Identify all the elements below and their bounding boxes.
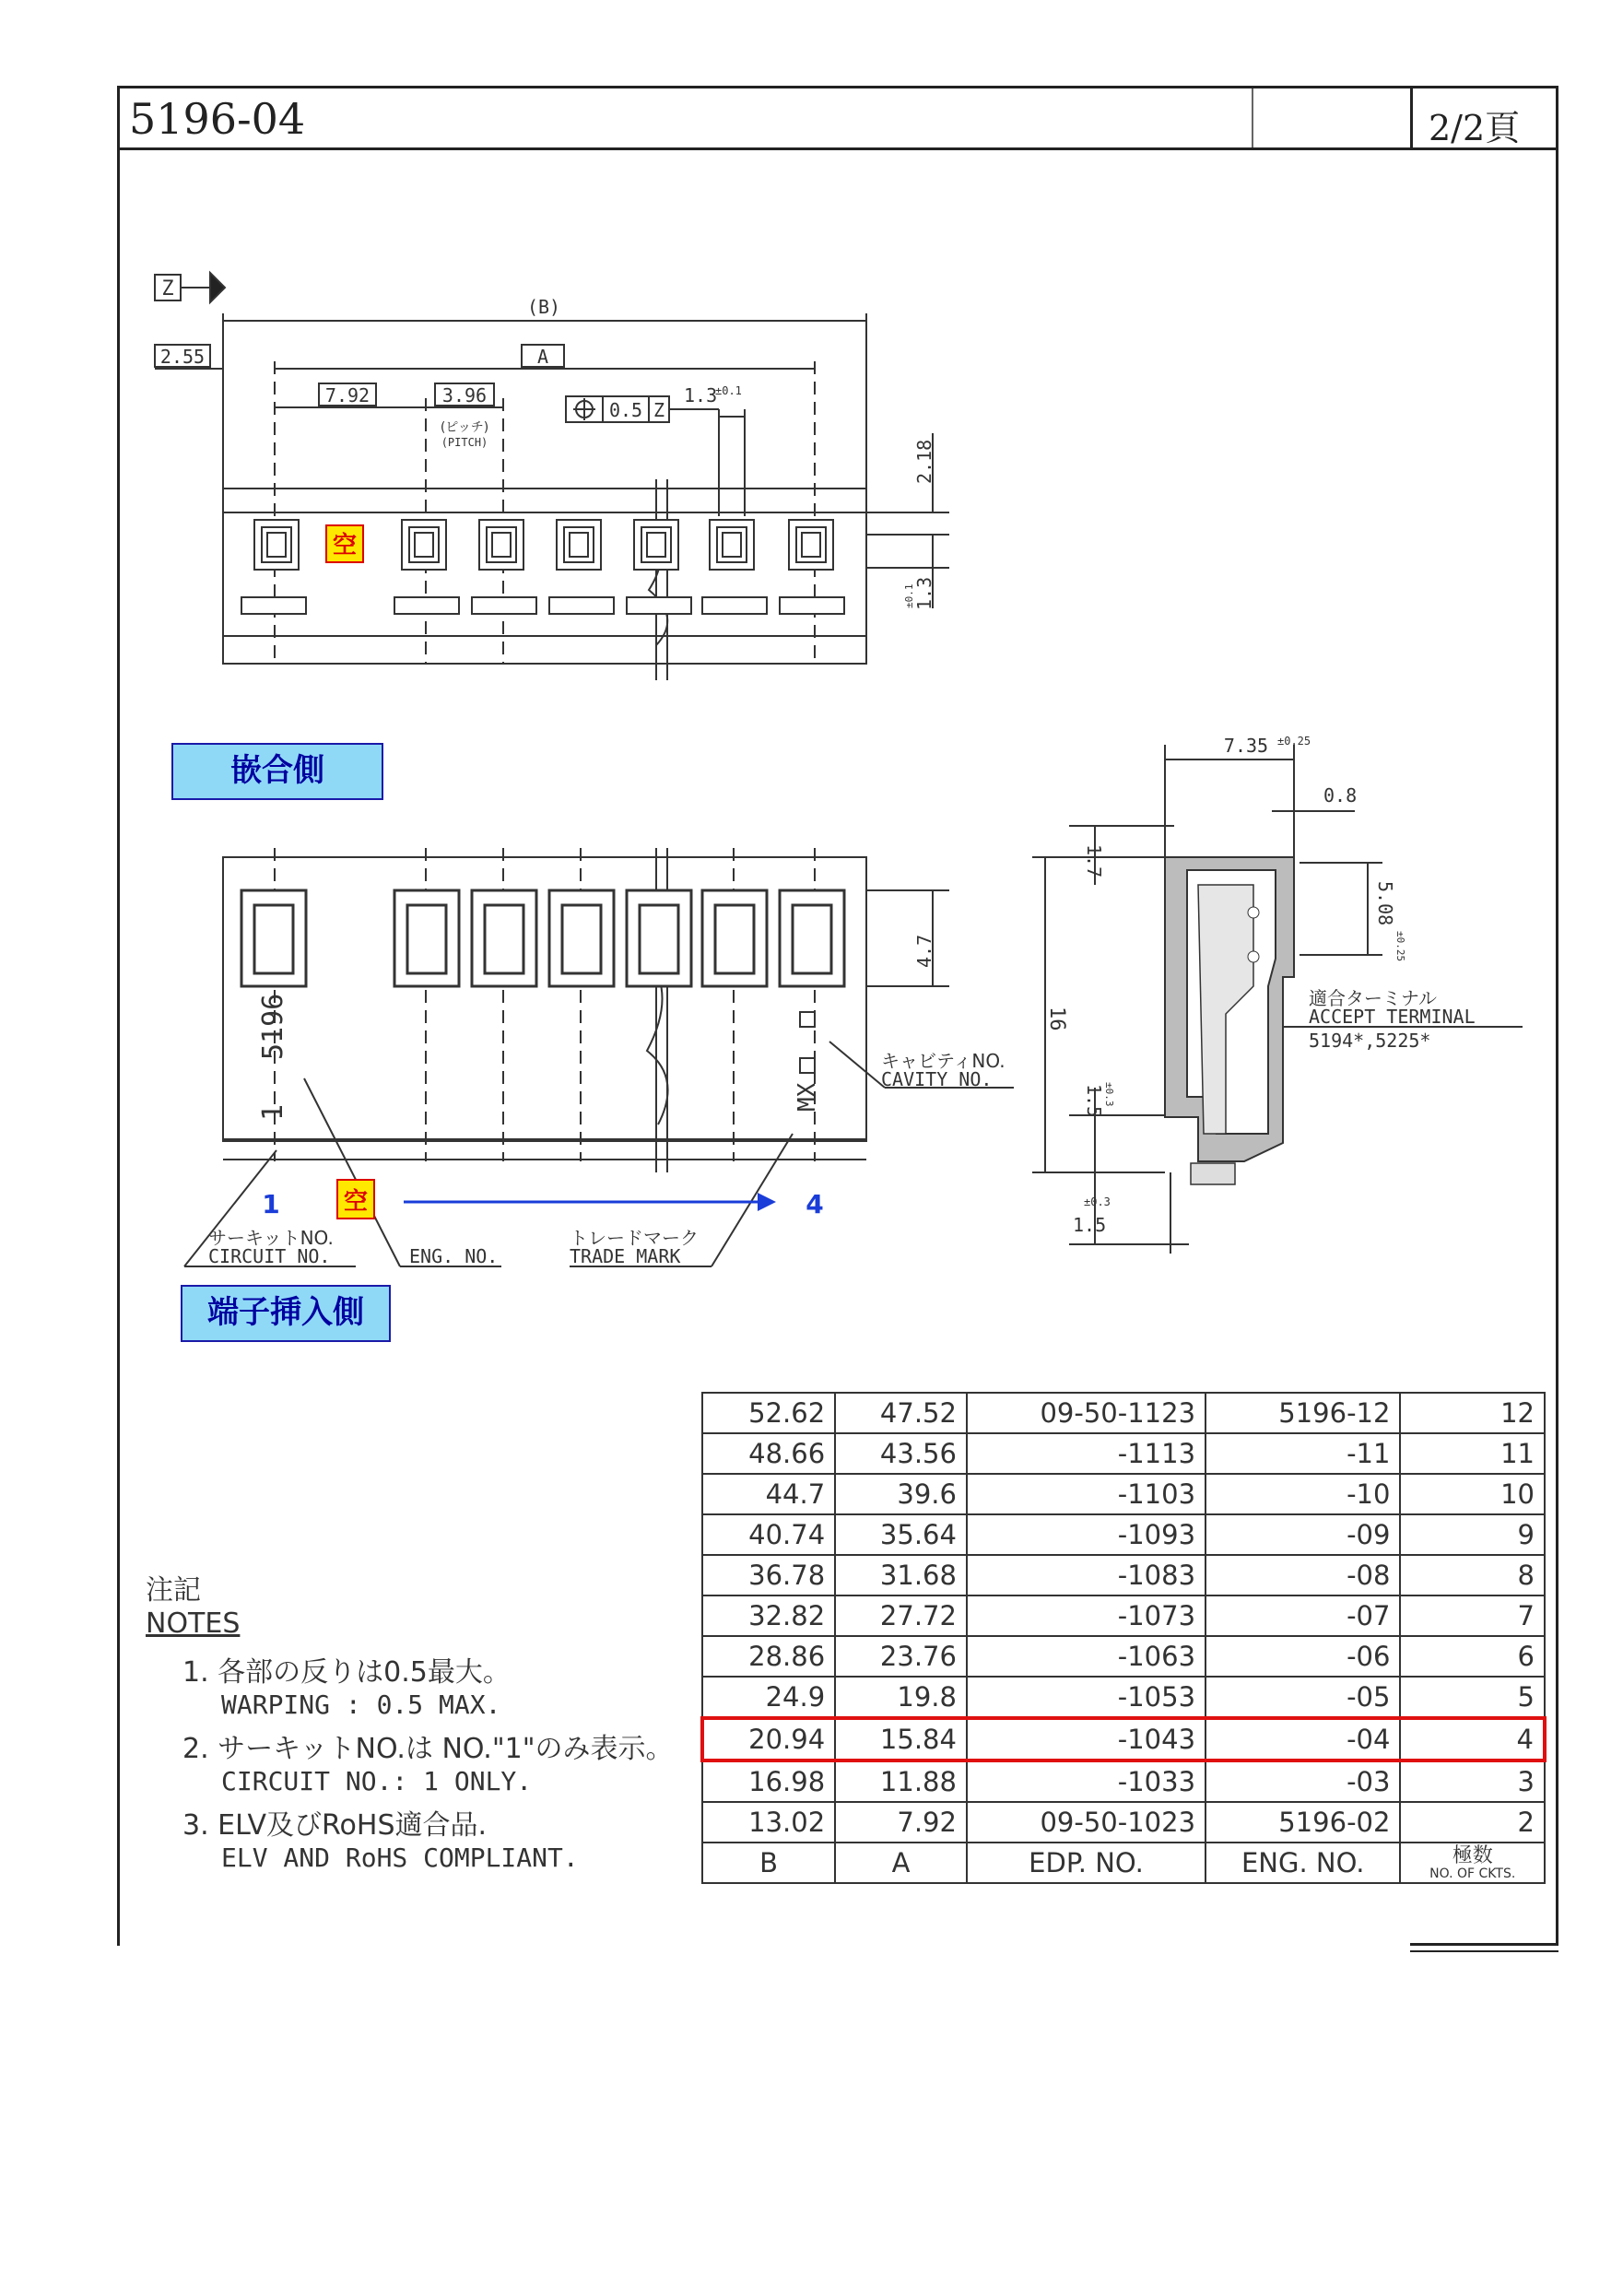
terminal-no: 5194*,5225* — [1309, 1030, 1431, 1052]
table-cell-edp: -1093 — [967, 1514, 1205, 1555]
table-cell-a: 31.68 — [835, 1555, 967, 1595]
bottom-border-mark — [1410, 1943, 1558, 1952]
table-cell-b: 28.86 — [702, 1636, 835, 1677]
table-header-b: B — [702, 1843, 835, 1883]
table-row — [702, 1760, 1545, 1802]
terminal-jp: 適合ターミナル — [1309, 987, 1437, 1009]
table-cell-b: 16.98 — [702, 1760, 835, 1802]
note-3-en: ELV AND RoHS COMPLIANT. — [221, 1843, 579, 1873]
dim-16: 16 — [1045, 1007, 1068, 1031]
table-cell-b: 40.74 — [702, 1514, 835, 1555]
table-cell-b: 13.02 — [702, 1802, 835, 1843]
table-cell-edp: -1063 — [967, 1636, 1205, 1677]
table-cell-a: 43.56 — [835, 1433, 967, 1474]
table-cell-a: 15.84 — [835, 1718, 967, 1760]
table-cell-b: 36.78 — [702, 1555, 835, 1595]
mold-5196: 5196 — [257, 993, 289, 1060]
table-cell-ckts: 3 — [1400, 1760, 1545, 1802]
table-row — [702, 1393, 1545, 1433]
table-cell-ckts: 6 — [1400, 1636, 1545, 1677]
table-cell-ckts: 12 — [1400, 1393, 1545, 1433]
table-row — [702, 1514, 1545, 1555]
cavity-jp: キャビティNO. — [881, 1050, 1006, 1072]
top-slot-row — [241, 597, 844, 614]
table-cell-eng: -10 — [1205, 1474, 1400, 1514]
notes-title-en: NOTES — [146, 1607, 241, 1640]
dim-7-35-tol: ±0.25 — [1277, 735, 1311, 748]
notes — [146, 1567, 674, 1873]
table-cell-a: 39.6 — [835, 1474, 967, 1514]
table-cell-b: 24.9 — [702, 1677, 835, 1718]
dim-left: 2.55 — [159, 346, 206, 368]
note-1-en: WARPING : 0.5 MAX. — [221, 1690, 501, 1720]
table-cell-ckts: 9 — [1400, 1514, 1545, 1555]
tol-datum: Z — [653, 399, 665, 421]
empty-mark-2: 空 — [343, 1188, 369, 1216]
dim-1-5-b: 1.5 — [1073, 1214, 1107, 1236]
note-3-jp: 3. ELV及びRoHS適合品. — [182, 1809, 488, 1842]
dim-1-5-b-tol: ±0.3 — [1084, 1195, 1111, 1208]
table-cell-eng: -04 — [1205, 1718, 1400, 1760]
table-cell-b: 48.66 — [702, 1433, 835, 1474]
cavity-en: CAVITY NO. — [881, 1068, 993, 1090]
table-cell-eng: 5196-02 — [1205, 1802, 1400, 1843]
dim-0-8: 0.8 — [1323, 784, 1358, 807]
table-header-edp: EDP. NO. — [967, 1843, 1205, 1883]
table-header-eng: ENG. NO. — [1205, 1843, 1400, 1883]
page-number: 2/2頁 — [1429, 108, 1521, 148]
table-cell-ckts: 7 — [1400, 1595, 1545, 1636]
table-cell-b: 20.94 — [702, 1718, 835, 1760]
table-cell-ckts: 4 — [1400, 1718, 1545, 1760]
table-cell-a: 7.92 — [835, 1802, 967, 1843]
table-cell-edp: -1073 — [967, 1595, 1205, 1636]
table-cell-b: 52.62 — [702, 1393, 835, 1433]
table-cell-ckts: 5 — [1400, 1677, 1545, 1718]
dim-hole: 1.3 — [684, 384, 718, 406]
note-1-jp: 1. 各部の反りは0.5最大。 — [182, 1656, 511, 1689]
datum-label: Z — [161, 277, 174, 300]
table-cell-a: 27.72 — [835, 1595, 967, 1636]
table-cell-eng: -09 — [1205, 1514, 1400, 1555]
table-cell-eng: -11 — [1205, 1433, 1400, 1474]
trade-jp: トレードマーク — [570, 1227, 699, 1249]
table-cell-b: 44.7 — [702, 1474, 835, 1514]
table-cell-a: 23.76 — [835, 1636, 967, 1677]
table-cell-ckts: 2 — [1400, 1802, 1545, 1843]
table-row — [702, 1636, 1545, 1677]
table-cell-eng: -08 — [1205, 1555, 1400, 1595]
pitch-jp: (ピッチ) — [440, 420, 489, 435]
table-header-a: A — [835, 1843, 967, 1883]
dim-b: (B) — [526, 296, 561, 318]
table-cell-a: 11.88 — [835, 1760, 967, 1802]
table-cell-eng: -03 — [1205, 1760, 1400, 1802]
table-header-row — [702, 1843, 1545, 1883]
table-cell-edp: 09-50-1123 — [967, 1393, 1205, 1433]
top-view-drawing — [0, 0, 1623, 701]
table-row — [702, 1802, 1545, 1843]
dim-pitch-1: 7.92 — [324, 384, 370, 406]
circuit-en: CIRCUIT NO. — [208, 1245, 331, 1267]
dim-7-35: 7.35 — [1223, 735, 1269, 757]
dim-1-5-a-tol: ±0.3 — [1103, 1082, 1115, 1107]
table-row — [702, 1677, 1545, 1718]
table-cell-a: 19.8 — [835, 1677, 967, 1718]
table-cell-eng: -07 — [1205, 1595, 1400, 1636]
table-row — [702, 1433, 1545, 1474]
part-number: 5196-04 — [129, 94, 306, 144]
arrow-end: 4 — [806, 1189, 824, 1219]
table-cell-eng: -06 — [1205, 1636, 1400, 1677]
empty-mark: 空 — [332, 532, 358, 559]
eng-no-label: ENG. NO. — [409, 1245, 499, 1267]
table-cell-ckts: 10 — [1400, 1474, 1545, 1514]
terminal-en: ACCEPT TERMINAL — [1309, 1006, 1476, 1028]
table-cell-edp: 09-50-1023 — [967, 1802, 1205, 1843]
table-cell-edp: -1113 — [967, 1433, 1205, 1474]
cavity — [557, 520, 601, 570]
dimension-table — [700, 1392, 1547, 1884]
cavity — [710, 520, 754, 570]
table-cell-eng: 5196-12 — [1205, 1393, 1400, 1433]
front-view-drawing — [0, 719, 1623, 1290]
ckts-jp: 極数 — [1452, 1844, 1493, 1867]
table-cell-edp: -1103 — [967, 1474, 1205, 1514]
dim-hole-tol: ±0.1 — [715, 384, 742, 397]
trade-en: TRADE MARK — [570, 1245, 681, 1267]
mold-mx: MX — [794, 1082, 821, 1112]
dim-small-tol: ±0.1 — [903, 583, 915, 608]
table-cell-edp: -1043 — [967, 1718, 1205, 1760]
notes-title-jp: 注記 — [146, 1574, 201, 1607]
dim-5-08-tol: ±0.25 — [1394, 931, 1406, 962]
table-row — [702, 1595, 1545, 1636]
table-cell-edp: -1053 — [967, 1677, 1205, 1718]
table-cell-a: 47.52 — [835, 1393, 967, 1433]
table-cell-edp: -1033 — [967, 1760, 1205, 1802]
arrow-start: 1 — [262, 1189, 280, 1219]
note-2-en: CIRCUIT NO.: 1 ONLY. — [221, 1766, 533, 1796]
mating-side-label: 嵌合側 — [171, 743, 383, 800]
cavity — [402, 520, 446, 570]
mold-circuit-1: 1 — [257, 1103, 289, 1121]
cavity — [634, 520, 678, 570]
table-cell-a: 35.64 — [835, 1514, 967, 1555]
table-cell-ckts: 8 — [1400, 1555, 1545, 1595]
note-2-jp: 2. サーキットNO.は NO."1"のみ表示。 — [182, 1733, 674, 1765]
table-row — [702, 1718, 1545, 1760]
dim-4-7: 4.7 — [913, 934, 935, 968]
circuit-jp: サーキットNO. — [208, 1227, 334, 1249]
dim-1-5-a: 1.5 — [1083, 1084, 1105, 1118]
dim-1-7: 1.7 — [1083, 844, 1105, 878]
table-cell-eng: -05 — [1205, 1677, 1400, 1718]
table-header-ckts — [1400, 1843, 1545, 1883]
cavity — [254, 520, 299, 570]
tol-position: 0.5 — [608, 399, 643, 421]
table-row — [702, 1474, 1545, 1514]
cavity — [479, 520, 523, 570]
terminal-insert-side-label: 端子挿入側 — [181, 1285, 391, 1342]
dim-small: 1.3 — [913, 576, 935, 610]
table-row — [702, 1555, 1545, 1595]
table-cell-b: 32.82 — [702, 1595, 835, 1636]
dim-5-08: 5.08 — [1374, 881, 1396, 926]
dim-a: A — [536, 346, 549, 368]
cavity — [789, 520, 833, 570]
pitch-en: (PITCH) — [441, 436, 488, 449]
ckts-en: NO. OF CKTS. — [1429, 1866, 1516, 1881]
table-cell-edp: -1083 — [967, 1555, 1205, 1595]
table-cell-ckts: 11 — [1400, 1433, 1545, 1474]
dim-height: 2.18 — [913, 439, 935, 484]
dim-pitch-2: 3.96 — [441, 384, 488, 406]
